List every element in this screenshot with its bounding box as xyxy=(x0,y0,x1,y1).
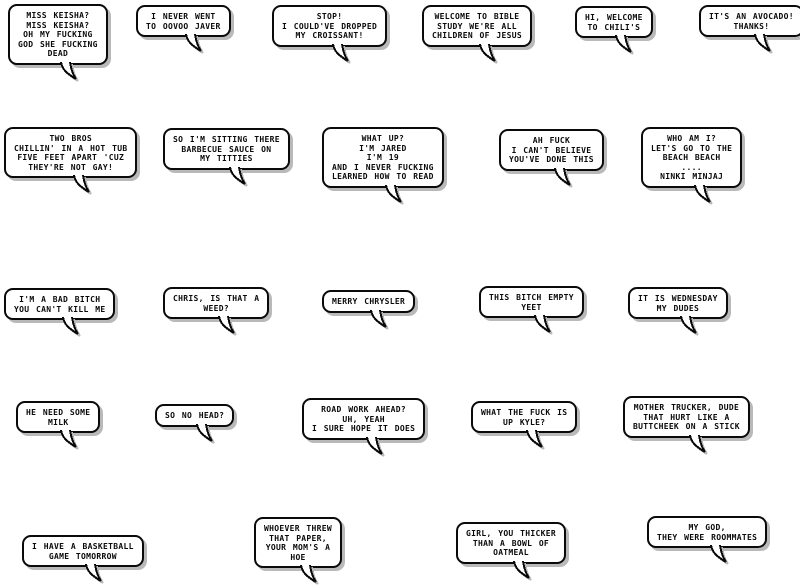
speech-bubble-tail-icon xyxy=(479,44,497,62)
speech-bubble-body xyxy=(575,6,653,38)
speech-bubble-text: GIRL, YOU THICKER THAN A BOWL OF OATMEAL xyxy=(466,529,556,557)
speech-bubble-they-were-roommates xyxy=(647,516,767,548)
speech-bubble-tail-icon xyxy=(60,430,78,448)
speech-bubble-body xyxy=(499,129,604,171)
speech-bubble-text: I NEVER WENT TO OOVOO JAVER xyxy=(146,12,221,31)
speech-bubble-body xyxy=(22,535,144,567)
speech-bubble-body xyxy=(8,4,108,65)
speech-bubble-ninki-minjaj xyxy=(641,127,742,188)
speech-bubble-wednesday-dudes xyxy=(628,287,728,319)
speech-bubble-body xyxy=(4,288,115,320)
speech-bubble-body xyxy=(456,522,566,564)
speech-bubble-bitch-empty-yeet xyxy=(479,286,584,318)
speech-bubble-body xyxy=(699,5,800,37)
speech-bubble-body xyxy=(272,5,387,47)
speech-bubble-text: WHAT THE FUCK IS UP KYLE? xyxy=(481,408,568,427)
speech-bubble-road-work-ahead xyxy=(302,398,425,440)
speech-bubble-basketball-game xyxy=(22,535,144,567)
speech-bubble-merry-chrysler xyxy=(322,290,415,313)
speech-bubble-text: SO I'M SITTING THERE BARBECUE SAUCE ON MY TITTIES xyxy=(173,135,280,163)
speech-bubble-body xyxy=(471,401,577,433)
speech-bubble-need-some-milk xyxy=(16,401,100,433)
speech-bubble-tail-icon xyxy=(300,565,318,583)
speech-bubble-body xyxy=(16,401,100,433)
speech-bubble-tail-icon xyxy=(615,35,633,53)
speech-bubble-text: TWO BROS CHILLIN' IN A HOT TUB FIVE FEET APART 'CUZ THEY'RE NOT GAY! xyxy=(14,134,128,172)
speech-bubble-body xyxy=(155,404,234,427)
speech-bubble-whoever-threw xyxy=(254,517,342,568)
speech-bubble-tail-icon xyxy=(526,430,544,448)
speech-bubble-body xyxy=(628,287,728,319)
speech-bubble-so-no-head xyxy=(155,404,234,427)
speech-bubble-body xyxy=(163,128,290,170)
speech-bubble-tail-icon xyxy=(694,185,712,203)
speech-bubble-chris-weed xyxy=(163,287,269,319)
speech-bubble-tail-icon xyxy=(85,564,103,582)
speech-bubble-two-bros xyxy=(4,127,137,178)
speech-bubble-body xyxy=(302,398,425,440)
speech-bubble-tail-icon xyxy=(196,424,214,442)
speech-bubble-ah-fuck xyxy=(499,129,604,171)
speech-bubble-body xyxy=(479,286,584,318)
speech-bubble-text: MERRY CHRYSLER xyxy=(332,297,406,306)
speech-bubble-text: AH FUCK I CAN'T BELIEVE YOU'VE DONE THIS xyxy=(509,136,594,164)
speech-bubble-body xyxy=(322,127,444,188)
speech-bubble-tail-icon xyxy=(229,167,247,185)
speech-bubble-text: MY GOD, THEY WERE ROOMMATES xyxy=(657,523,758,542)
speech-bubble-barbecue-sauce xyxy=(163,128,290,170)
speech-bubble-body xyxy=(254,517,342,568)
speech-bubble-text: HE NEED SOME MILK xyxy=(26,408,91,427)
speech-bubble-text: I'M A BAD BITCH YOU CAN'T KILL ME xyxy=(14,295,106,314)
speech-bubble-text: CHRIS, IS THAT A WEED? xyxy=(173,294,260,313)
speech-bubble-body xyxy=(647,516,767,548)
speech-bubble-jared-19 xyxy=(322,127,444,188)
speech-bubble-croissant xyxy=(272,5,387,47)
speech-bubble-text: IT'S AN AVOCADO! THANKS! xyxy=(709,12,794,31)
speech-bubble-text: I HAVE A BASKETBALL GAME TOMORROW xyxy=(32,542,134,561)
speech-bubble-text: SO NO HEAD? xyxy=(165,411,225,420)
speech-bubble-up-kyle xyxy=(471,401,577,433)
speech-bubble-tail-icon xyxy=(689,435,707,453)
speech-bubble-text: WHAT UP? I'M JARED I'M 19 AND I NEVER FUCKING LEARNED HOW TO READ xyxy=(332,134,434,181)
speech-bubble-text: STOP! I COULD'VE DROPPED MY CROISSANT! xyxy=(282,12,378,40)
speech-bubble-text: THIS BITCH EMPTY YEET xyxy=(489,293,574,312)
speech-bubble-tail-icon xyxy=(385,185,403,203)
speech-bubble-mother-trucker xyxy=(623,396,750,438)
speech-bubble-tail-icon xyxy=(73,175,91,193)
speech-bubble-body xyxy=(623,396,750,438)
speech-bubble-avocado xyxy=(699,5,800,37)
speech-bubble-body xyxy=(163,287,269,319)
speech-bubble-body xyxy=(4,127,137,178)
speech-bubble-tail-icon xyxy=(754,34,772,52)
speech-bubble-tail-icon xyxy=(513,561,531,579)
speech-bubble-text: HI, WELCOME TO CHILI'S xyxy=(585,13,643,32)
speech-bubble-text: IT IS WEDNESDAY MY DUDES xyxy=(638,294,718,313)
speech-bubble-tail-icon xyxy=(185,34,203,52)
speech-bubble-tail-icon xyxy=(332,44,350,62)
speech-bubble-tail-icon xyxy=(218,316,236,334)
speech-bubble-text: MISS KEISHA? MISS KEISHA? OH MY FUCKING GOD SHE FUCKING DEAD xyxy=(18,11,98,58)
speech-bubble-text: WELCOME TO BIBLE STUDY WE'RE ALL CHILDREN OF JESUS xyxy=(432,12,522,40)
speech-bubble-body xyxy=(136,5,231,37)
speech-bubble-tail-icon xyxy=(534,315,552,333)
speech-bubble-bad-bitch xyxy=(4,288,115,320)
speech-bubble-tail-icon xyxy=(60,62,78,80)
speech-bubble-tail-icon xyxy=(370,310,388,328)
speech-bubble-miss-keisha xyxy=(8,4,108,65)
speech-bubble-oovoo-javer xyxy=(136,5,231,37)
speech-bubble-tail-icon xyxy=(554,168,572,186)
speech-bubble-body xyxy=(322,290,415,313)
speech-bubble-tail-icon xyxy=(366,437,384,455)
speech-bubble-body xyxy=(422,5,532,47)
speech-bubble-bible-study xyxy=(422,5,532,47)
speech-bubble-bowl-of-oatmeal xyxy=(456,522,566,564)
speech-bubble-text: ROAD WORK AHEAD? UH, YEAH I SURE HOPE IT DOES xyxy=(312,405,416,433)
speech-bubble-text: MOTHER TRUCKER, DUDE THAT HURT LIKE A BUTTCHEEK ON A STICK xyxy=(633,403,740,431)
speech-bubble-tail-icon xyxy=(62,317,80,335)
speech-bubble-chilis xyxy=(575,6,653,38)
speech-bubble-text: WHOEVER THREW THAT PAPER, YOUR MOM'S A HOE xyxy=(264,524,333,562)
speech-bubble-tail-icon xyxy=(680,316,698,334)
speech-bubble-text: WHO AM I? LET'S GO TO THE BEACH BEACH .... NINKI MINJAJ xyxy=(651,134,733,181)
speech-bubble-tail-icon xyxy=(710,545,728,563)
speech-bubble-body xyxy=(641,127,742,188)
